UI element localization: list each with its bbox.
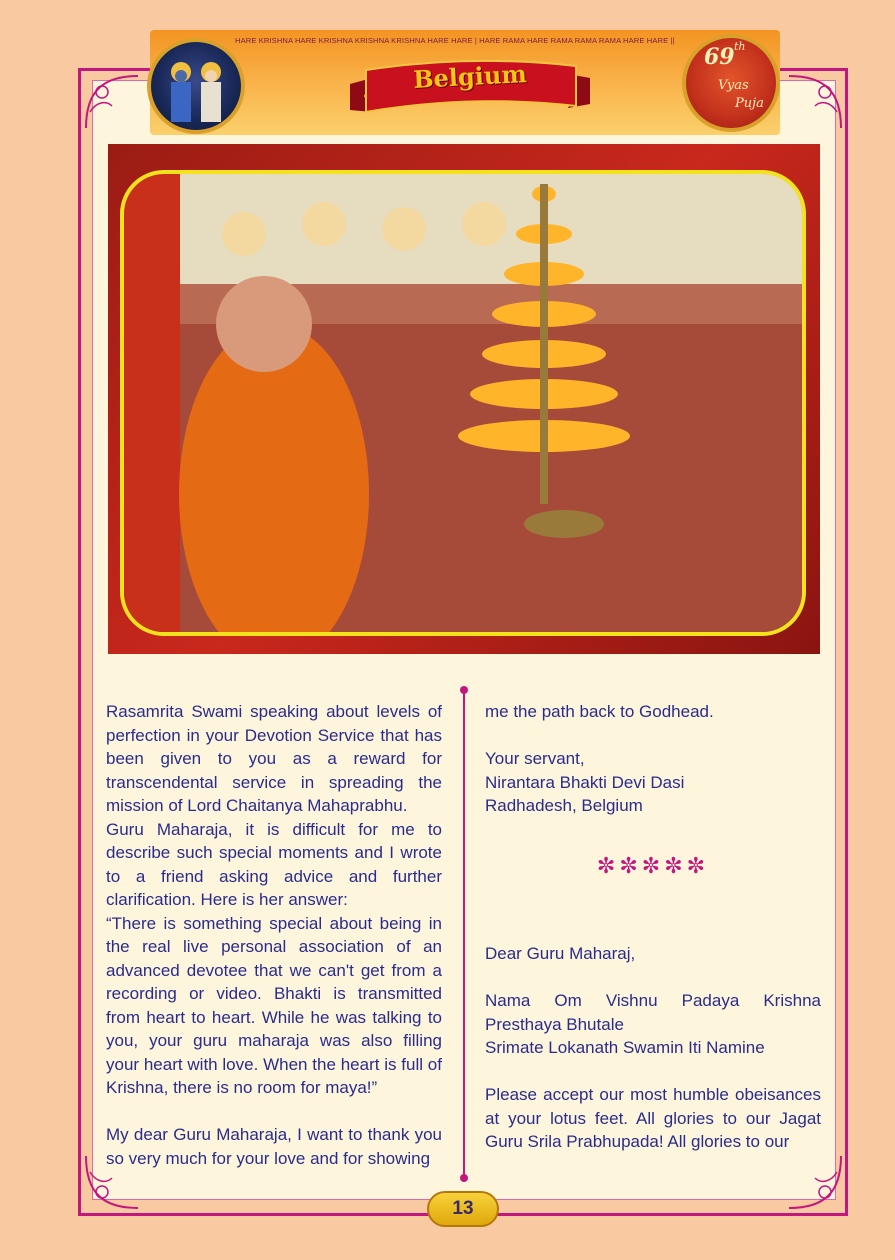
ribbon-title: Belgium [412, 59, 528, 94]
corner-ornament-top-right [785, 72, 845, 132]
section-separator-stars: ✼✼✼✼✼ [596, 853, 710, 878]
anniversary-number: 69 [704, 44, 735, 70]
left-paragraph-4: My dear Guru Maharaja, I want to thank you so very much for your love and for showing [106, 1125, 442, 1168]
corner-ornament-top-left [82, 72, 142, 132]
signature-place: Radhadesh, Belgium [485, 796, 643, 815]
arati-photo [120, 170, 806, 636]
corner-ornament-bottom-right [785, 1152, 845, 1212]
anniversary-word-puja: Puja [735, 96, 764, 111]
left-paragraph-1: Rasamrita Swami speaking about levels of perfection in your Devotion Service that has been given to you as a reward for transcendental service in spreading the mission of Lord Chaitanya Mahaprabhu. [106, 702, 442, 815]
pranam-line-1: Nama Om Vishnu Padaya Krishna Presthaya Bhutale [485, 991, 821, 1034]
anniversary-word-vyas: Vyas [718, 78, 749, 93]
left-paragraph-3: “There is something special about being in the real live personal association of an advanced devotee that we can't get from a recording or video. Bhakti is transmitted from heart to heart. While he was talking to you, your guru maharaja was also filling your heart with love. When the heart is full of Krishna, there is no room for maya!” [106, 913, 442, 1097]
left-column-text [106, 700, 442, 1170]
pranam-line-2: Srimate Lokanath Swamin Iti Namine [485, 1038, 765, 1057]
signature-name: Nirantara Bhakti Devi Dasi [485, 772, 685, 792]
right-continuation: me the path back to Godhead. [485, 702, 714, 721]
left-paragraph-2: Guru Maharaja, it is difficult for me to describe such special moments and I wrote to a friend asking advice and further clarification. Here is her answer: [106, 819, 442, 909]
banner-chant-text: HARE KRISHNA HARE KRISHNA KRISHNA KRISHNA HARE HARE | HARE RAMA HARE RAMA RAMA RAMA HARE HARE || [235, 36, 675, 45]
final-paragraph: Please accept our most humble obeisances at your lotus feet. All glories to our Jagat Guru Srila Prabhupada! All glories to our [485, 1085, 821, 1151]
column-divider [463, 690, 465, 1180]
page-number: 13 [427, 1191, 499, 1227]
right-column-letter-2 [485, 942, 821, 1154]
divider-dot-bottom [460, 1174, 468, 1182]
anniversary-suffix: th [734, 40, 746, 53]
closing-line: Your servant, [485, 749, 585, 768]
deity-medallion-image [147, 38, 245, 134]
right-column-text [485, 700, 821, 818]
salutation: Dear Guru Maharaj, [485, 944, 636, 963]
divider-dot-top [460, 686, 468, 694]
